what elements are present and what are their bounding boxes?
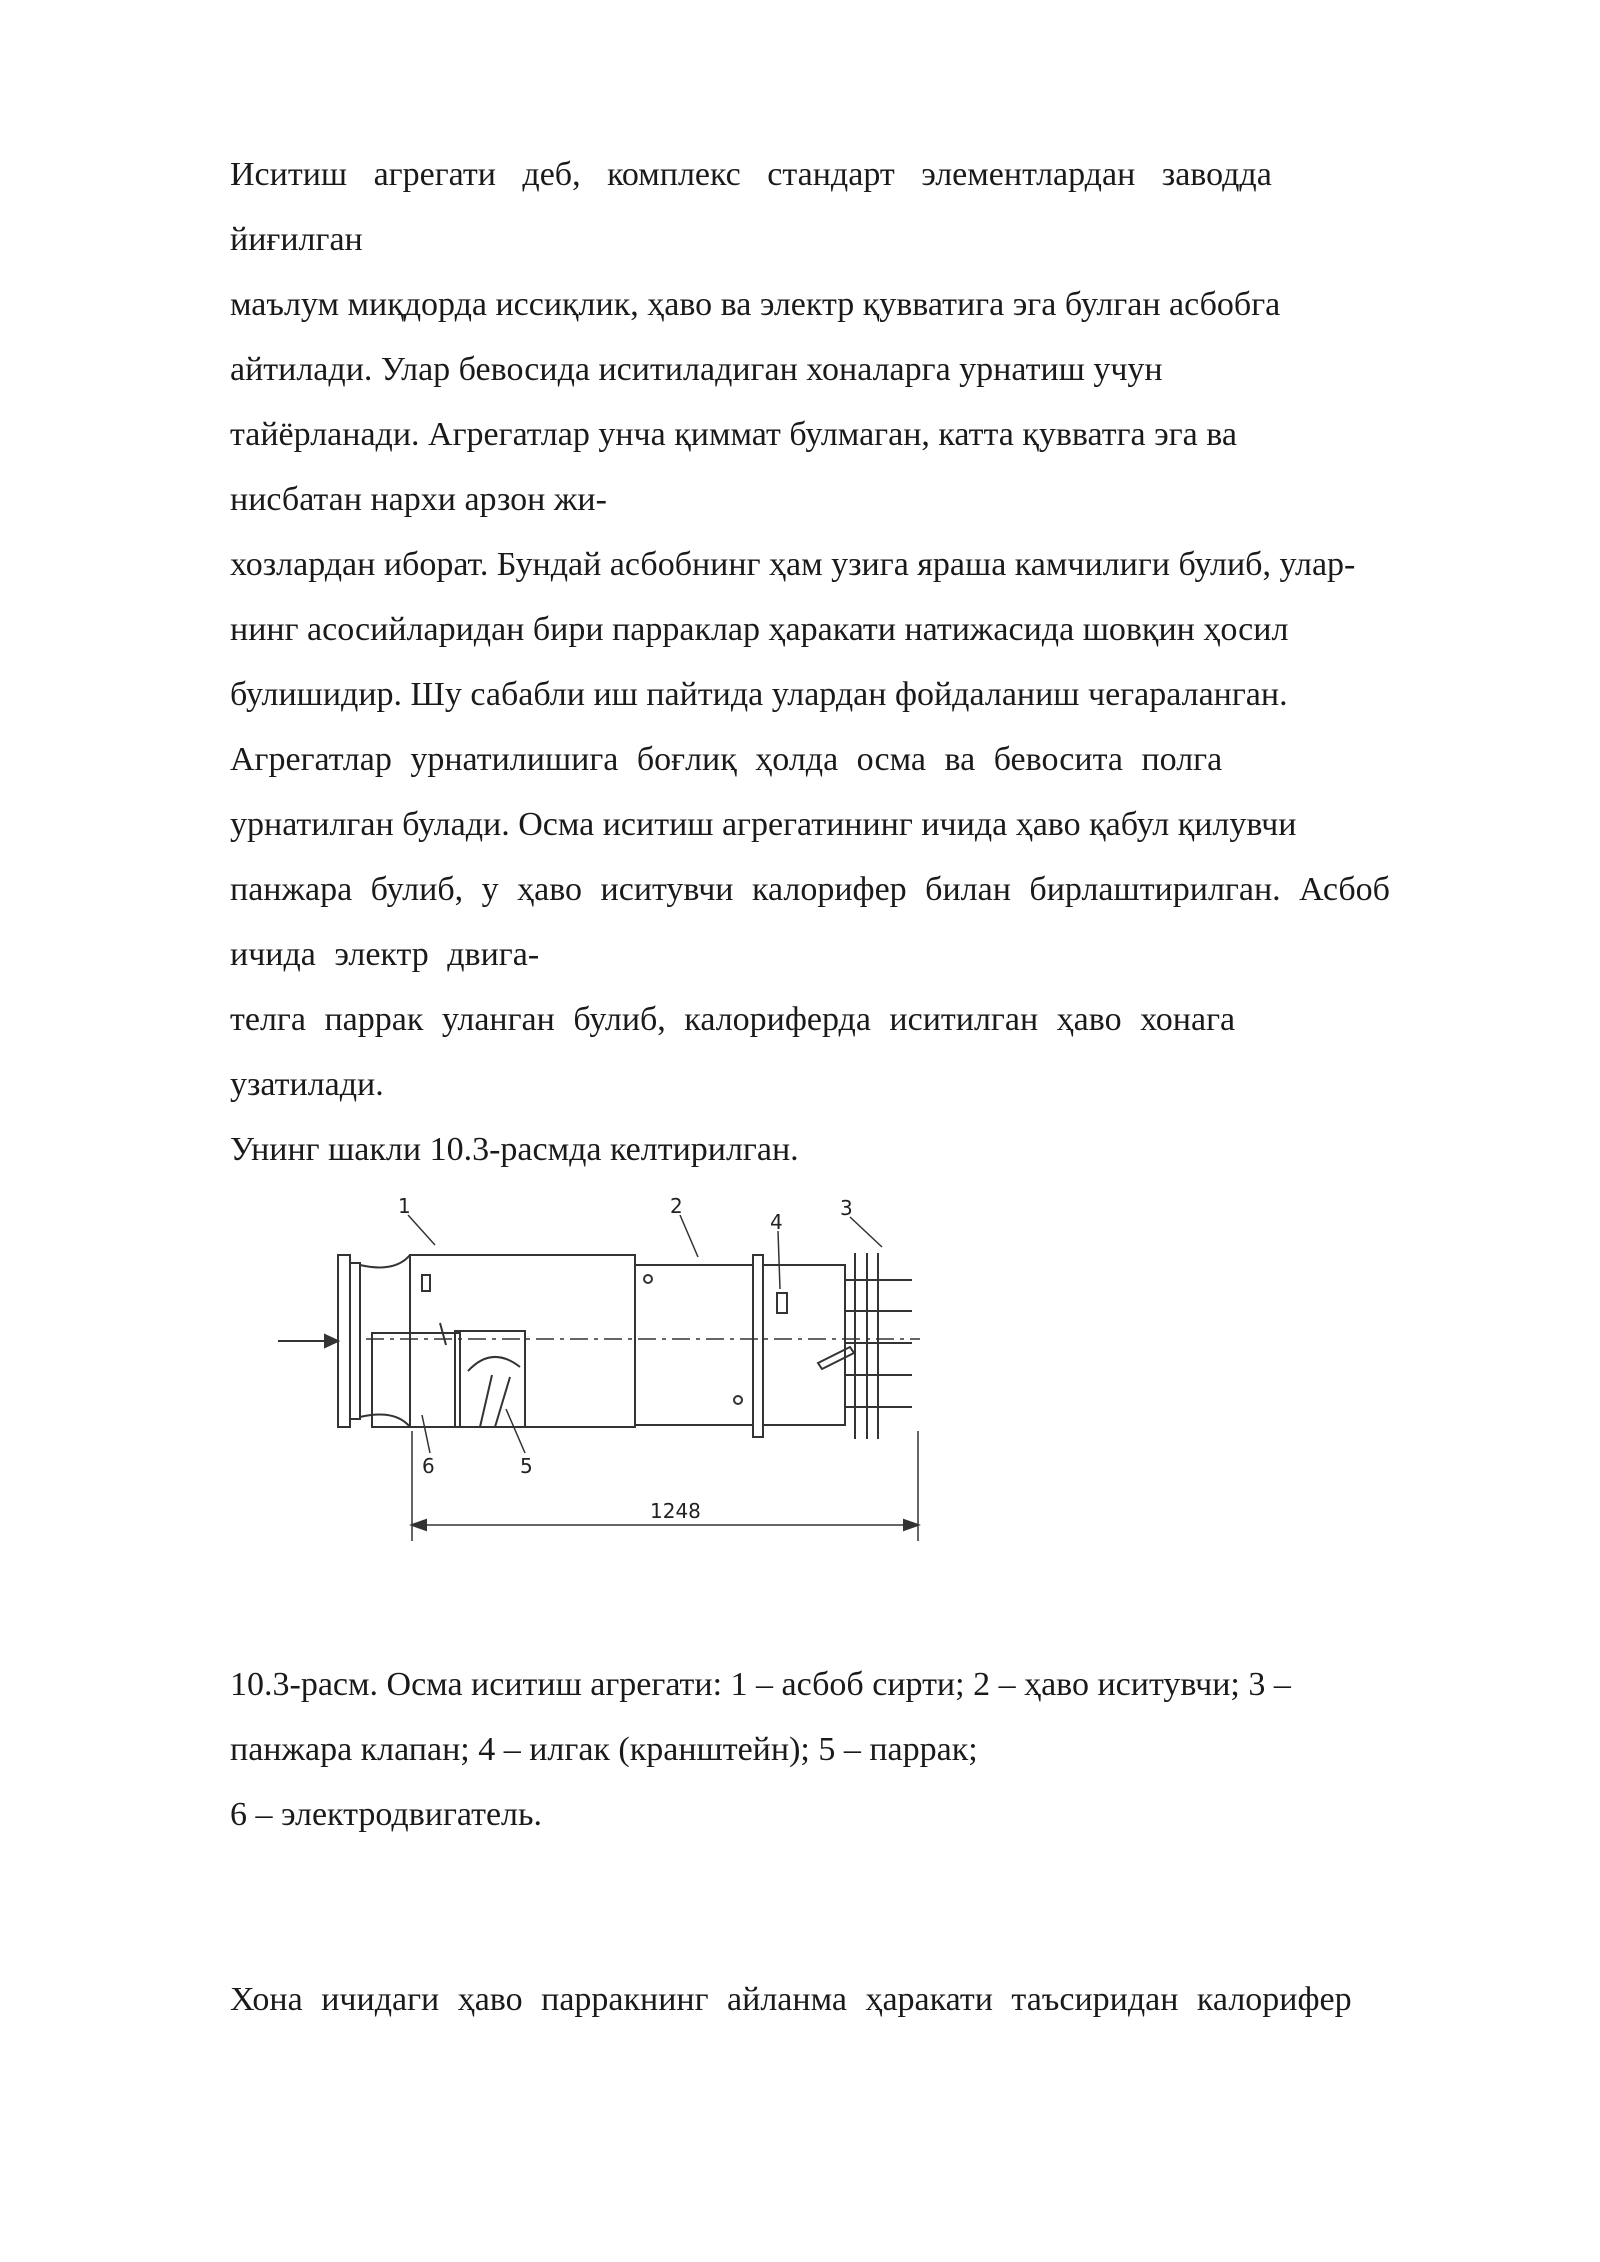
text-line: нинг асосийларидан бири парраклар ҳаракати натижасида шовқин ҳосил [230, 611, 1289, 648]
label-4: 4 [770, 1210, 783, 1234]
bell-mouth-top [360, 1255, 410, 1267]
label-5: 5 [520, 1454, 533, 1478]
text-line: телга паррак уланган булиб, калориферда иситилган ҳаво хонага [230, 1001, 1236, 1038]
label-1: 1 [398, 1195, 411, 1218]
figure-caption-line: панжара клапан; 4 – илгак (кранштейн); 5 – паррак; [230, 1731, 978, 1768]
damper-handle [818, 1347, 854, 1369]
text-line: нисбатан нархи арзон жи- [230, 481, 607, 518]
dimension-arrow-right [904, 1520, 918, 1530]
text-line: ичида электр двига- [230, 936, 540, 973]
leader-4 [778, 1231, 780, 1289]
label-3: 3 [840, 1196, 853, 1220]
inlet-flange-inner [350, 1263, 360, 1419]
text-line: йиғилган [230, 221, 363, 258]
heater-flange [753, 1255, 763, 1437]
text-line: булишидир. Шу сабабли иш пайтида улардан фойдаланиш чегараланган. [230, 676, 1288, 713]
heating-unit-drawing [270, 1195, 950, 1555]
heater-bolt-bottom [734, 1396, 742, 1404]
figure-caption-line: 6 – электродвигатель. [230, 1796, 543, 1833]
dimension-arrow-left [412, 1520, 426, 1530]
text-line: урнатилган булади. Осма иситиш агрегатининг ичида ҳаво қабул қилувчи [230, 806, 1297, 843]
leader-1 [408, 1215, 435, 1245]
fan-blade-3 [495, 1377, 510, 1427]
fan-blade-1 [468, 1357, 520, 1371]
leader-2 [680, 1215, 698, 1257]
text-line: Иситиш агрегати деб, комплекс стандарт элементлардан заводда [230, 156, 1272, 193]
heater-section [635, 1265, 753, 1425]
damper-housing [763, 1265, 845, 1425]
text-line: хозлардан иборат. Бундай асбобнинг ҳам узига яраша камчилиги булиб, улар- [230, 546, 1356, 583]
text-line: айтилади. Улар бевосида иситиладиган хоналарга урнатиш учун [230, 351, 1163, 388]
inlet-arrowhead [325, 1335, 338, 1347]
label-2: 2 [670, 1195, 683, 1218]
text-line: Унинг шакли 10.3-расмда келтирилган. [230, 1131, 799, 1168]
bell-mouth-bottom [360, 1415, 410, 1427]
motor-body [372, 1333, 460, 1427]
text-line: панжара булиб, у ҳаво иситувчи калорифер билан бирлаштирилган. Асбоб [230, 871, 1390, 908]
heater-bolt-top [644, 1275, 652, 1283]
fan-box [455, 1331, 525, 1427]
heating-unit-svg [270, 1195, 950, 1555]
text-line: тайёрланади. Агрегатлар унча қиммат булмаган, катта қувватга эга ва [230, 416, 1237, 453]
bracket [777, 1293, 787, 1313]
text-line: узатилади. [230, 1066, 384, 1103]
housing-slot [422, 1275, 430, 1291]
text-line: Хона ичидаги ҳаво парракнинг айланма ҳаракати таъсиридан калорифер [230, 1981, 1352, 2018]
leader-5 [506, 1409, 525, 1453]
dimension-label: 1248 [650, 1499, 701, 1523]
text-line: Агрегатлар урнатилишига боғлиқ ҳолда осма ва бевосита полга [230, 741, 1223, 778]
label-6: 6 [422, 1454, 435, 1478]
fan-blade-2 [480, 1375, 492, 1427]
housing-body [410, 1255, 635, 1427]
text-line: маълум миқдорда иссиқлик, ҳаво ва электр қувватига эга булган асбобга [230, 286, 1281, 323]
figure-caption-line: 10.3-расм. Осма иситиш агрегати: 1 – асбоб сирти; 2 – ҳаво иситувчи; 3 – [230, 1666, 1291, 1703]
leader-6 [422, 1415, 430, 1453]
leader-3 [850, 1217, 882, 1247]
